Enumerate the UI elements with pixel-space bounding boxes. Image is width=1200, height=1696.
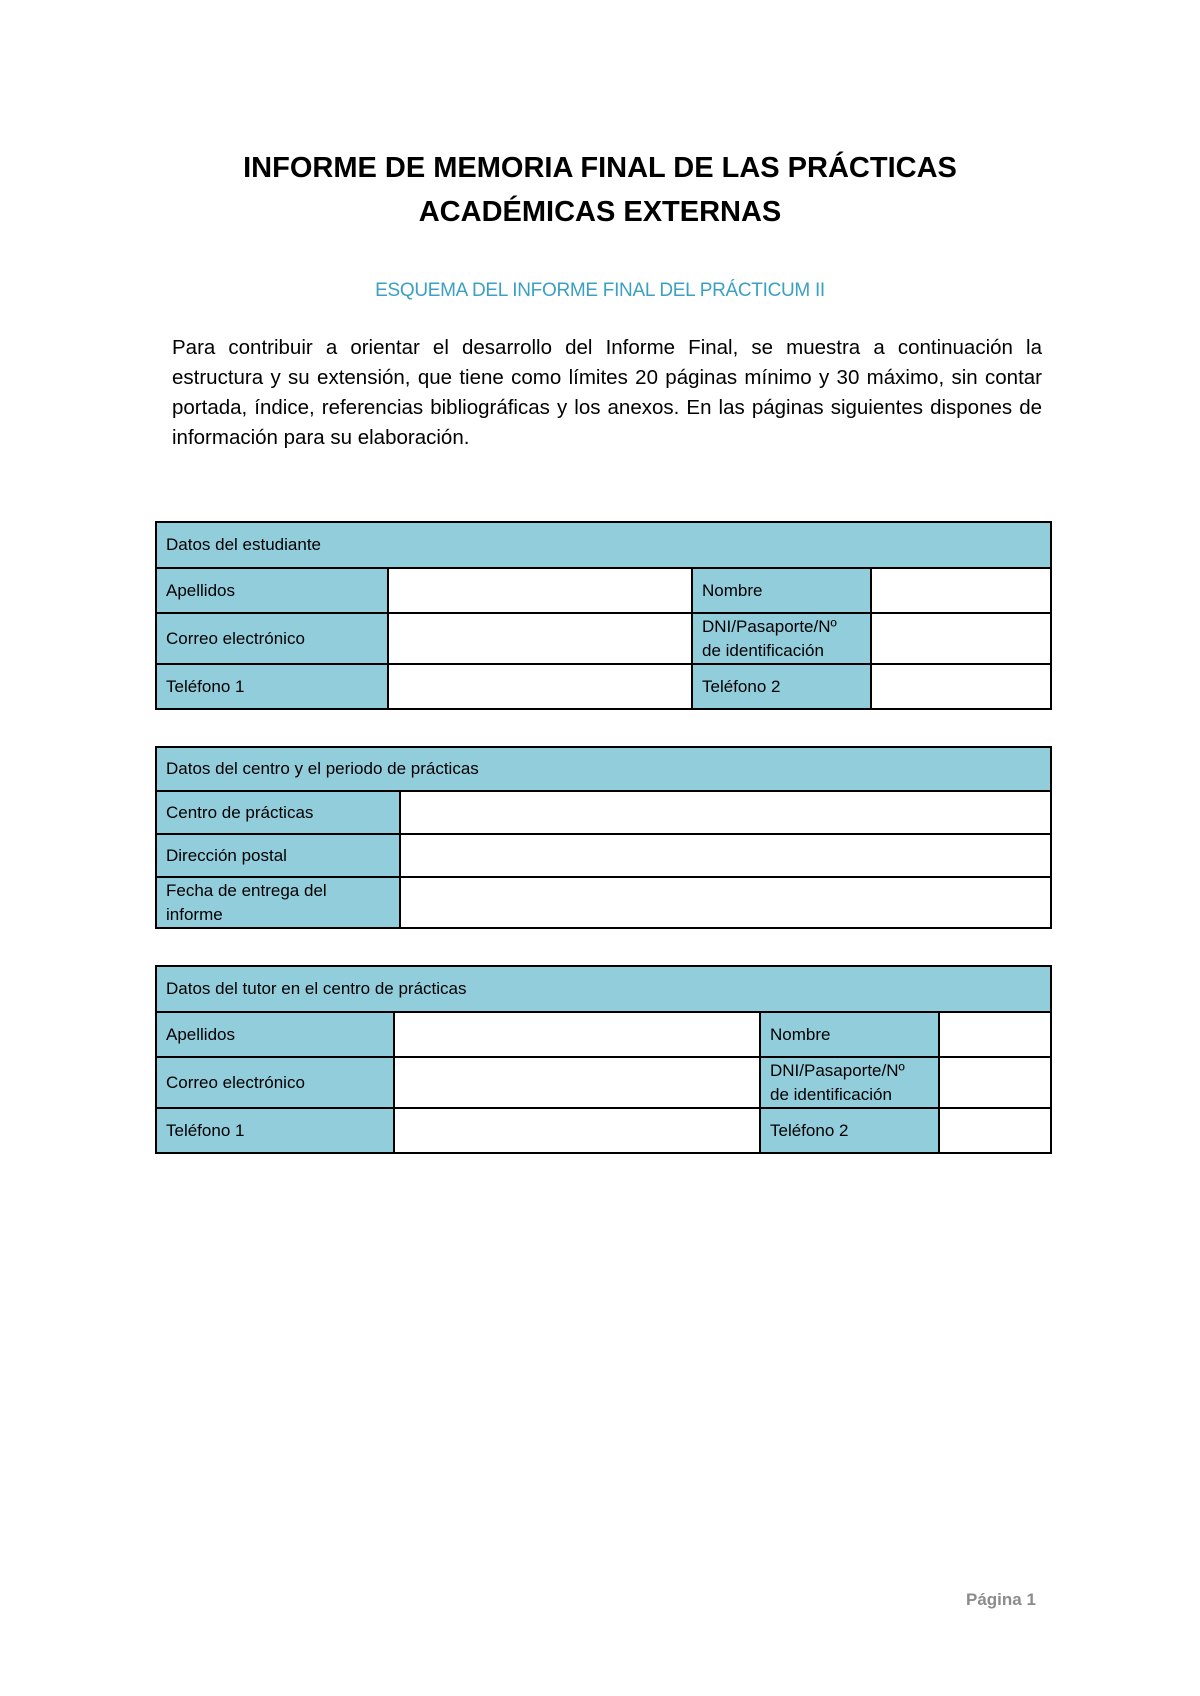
center-centro-label: Centro de prácticas (156, 791, 400, 834)
tutor-telefono2-field[interactable] (939, 1108, 1051, 1153)
student-dni-label-line-1: DNI/Pasaporte/Nº (702, 616, 837, 636)
intro-paragraph: Para contribuir a orientar el desarrollo del Informe Final, se muestra a continuación la estructura y su extensión, que tiene como límites 20 páginas mínimo y 30 máximo, sin contar portada, índice, referencias bibliográficas y los anexos. En las páginas siguientes dispones de información para su elaboración. (172, 336, 1042, 449)
student-telefono1-field[interactable] (388, 664, 692, 709)
student-apellidos-field[interactable] (388, 568, 692, 613)
tutor-apellidos-label: Apellidos (156, 1012, 394, 1057)
student-dni-label-line-2: de identificación (702, 640, 824, 660)
title-line-1: INFORME DE MEMORIA FINAL DE LAS PRÁCTICAS (243, 152, 957, 184)
tutor-dni-label-line-2: de identificación (770, 1084, 892, 1104)
student-apellidos-label: Apellidos (156, 568, 388, 613)
student-dni-label (692, 613, 871, 664)
center-table-header: Datos del centro y el periodo de prácticas (156, 747, 1051, 791)
tutor-apellidos-field[interactable] (394, 1012, 760, 1057)
center-fecha-label-line-2: informe (166, 904, 223, 924)
student-nombre-label: Nombre (692, 568, 871, 613)
student-table-header: Datos del estudiante (156, 522, 1051, 568)
tutor-data-table (155, 965, 1052, 1154)
tutor-nombre-label: Nombre (760, 1012, 939, 1057)
student-telefono1-label: Teléfono 1 (156, 664, 388, 709)
tutor-dni-label (760, 1057, 939, 1108)
tutor-correo-label: Correo electrónico (156, 1057, 394, 1108)
tutor-telefono1-field[interactable] (394, 1108, 760, 1153)
tutor-dni-label-line-1: DNI/Pasaporte/Nº (770, 1060, 905, 1080)
center-direccion-label: Dirección postal (156, 834, 400, 877)
center-direccion-field[interactable] (400, 834, 1051, 877)
document-title (0, 146, 1200, 234)
student-correo-label: Correo electrónico (156, 613, 388, 664)
student-correo-field[interactable] (388, 613, 692, 664)
center-data-table (155, 746, 1052, 929)
tutor-nombre-field[interactable] (939, 1012, 1051, 1057)
tutor-telefono1-label: Teléfono 1 (156, 1108, 394, 1153)
student-nombre-field[interactable] (871, 568, 1051, 613)
page-number: Página 1 (966, 1590, 1036, 1609)
center-centro-field[interactable] (400, 791, 1051, 834)
center-fecha-label-line-1: Fecha de entrega del (166, 880, 327, 900)
tutor-table-header: Datos del tutor en el centro de prácticas (156, 966, 1051, 1012)
student-telefono2-label: Teléfono 2 (692, 664, 871, 709)
document-subtitle: ESQUEMA DEL INFORME FINAL DEL PRÁCTICUM II (375, 280, 825, 301)
student-telefono2-field[interactable] (871, 664, 1051, 709)
tutor-telefono2-label: Teléfono 2 (760, 1108, 939, 1153)
tutor-dni-field[interactable] (939, 1057, 1051, 1108)
tutor-correo-field[interactable] (394, 1057, 760, 1108)
center-fecha-label (156, 877, 400, 928)
student-data-table (155, 521, 1052, 710)
student-dni-field[interactable] (871, 613, 1051, 664)
center-fecha-field[interactable] (400, 877, 1051, 928)
title-line-2: ACADÉMICAS EXTERNAS (418, 196, 782, 228)
